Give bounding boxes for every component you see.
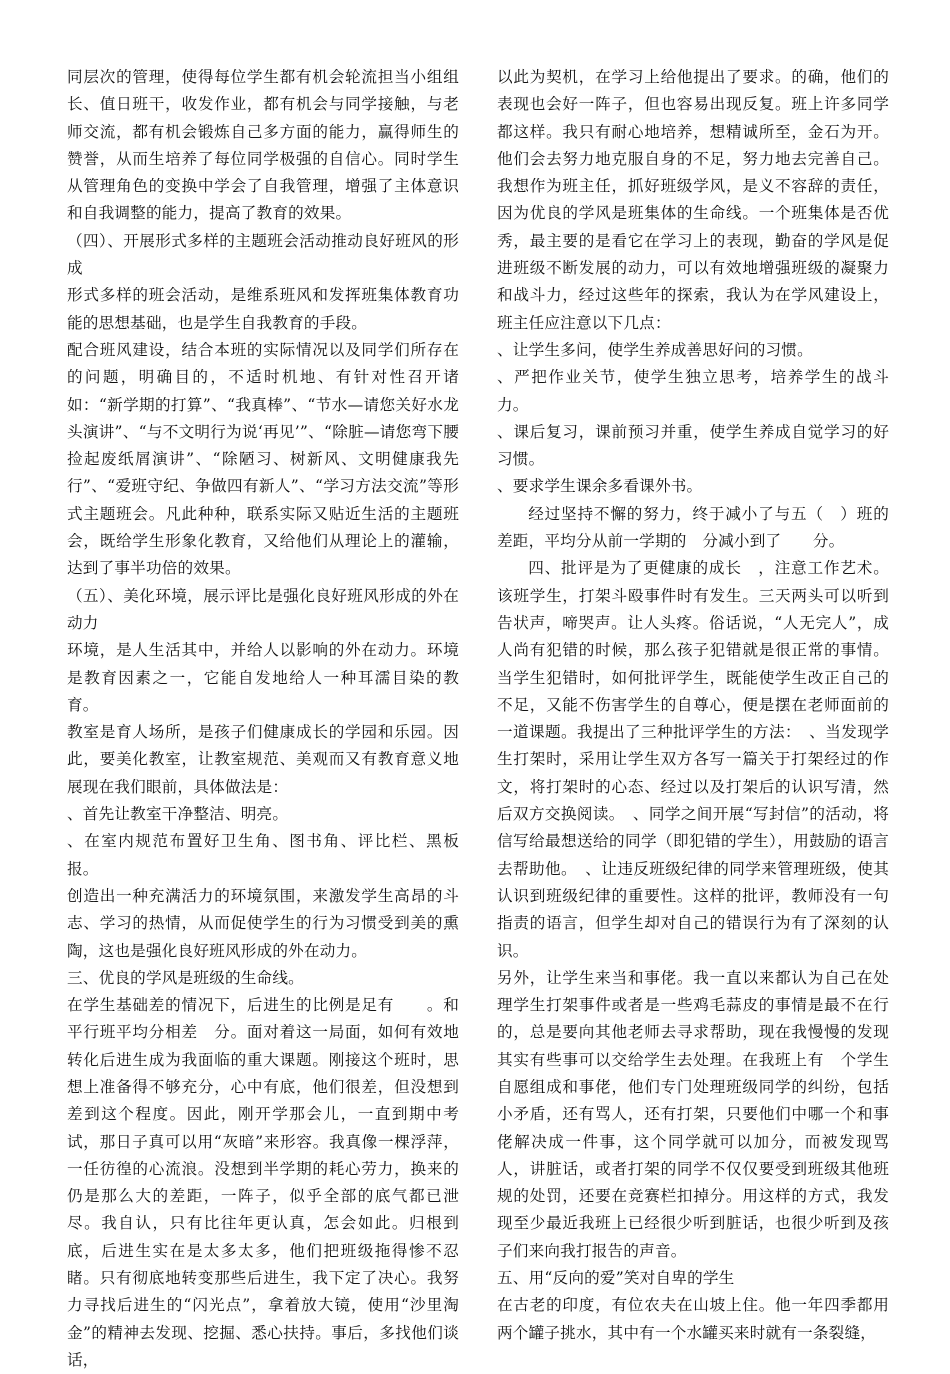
section-heading: （五）、美化环境，展示评比是强化良好班风形成的外在动力 <box>67 586 459 632</box>
section-heading: 五、用“反向的爱”笑对自卑的学生 <box>497 1269 735 1288</box>
paragraph: 在古老的印度，有位农夫在山坡上住。他一年四季都用两个罐子挑水，其中有一个水罐买来时就有一条裂缝， <box>497 1296 889 1342</box>
paragraph: 教室是育人场所，是孩子们健康成长的学园和乐园。因此，要美化教室，让教室规范、美观而又有教育意义地展现在我们眼前，具体做法是： <box>67 723 459 796</box>
left-column <box>67 64 459 1374</box>
list-item: 、在室内规范布置好卫生角、图书角、评比栏、黑板报。 <box>67 832 459 878</box>
paragraph: 创造出一种充满活力的环境氛围，来激发学生高昂的斗志、学习的热情，从而促使学生的行为习惯受到美的熏陶，这也是强化良好班风形成的外在动力。 <box>67 886 459 960</box>
section-heading: （四）、开展形式多样的主题班会活动推动良好班风的形成 <box>67 231 459 278</box>
paragraph: 环境，是人生活其中，并给人以影响的外在动力。环境是教育因素之一，它能自发地给人一种耳濡目染的教育。 <box>67 641 459 714</box>
paragraph: 在学生基础差的情况下，后进生的比例是足有 。和平行班平均分相差 分。面对着这一局面，如何有效地转化后进生成为我面临的重大课题。刚接这个班时，思想上准备得不够充分，心中有底，他们很差，但没想到差到这个程度。因此，刚开学那会儿，一直到期中考试，那日子真可以用“灰暗”来形容。我真像一棵浮萍，一任彷徨的心流浪。没想到半学期的耗心劳力，换来的仍是那么大的差距，一阵子，似乎全部的底气都已泄尽。我自认，只有比往年更认真，怎会如此。归根到底，后进生实在是太多太多，他们把班级拖得惨不忍睹。只有彻底地转变那些后进生，我下定了决心。我努力寻找后进生的“闪光点”，拿着放大镜，使用“沙里淘金”的精神去发现、挖掘、悉心扶持。事后，多找他们谈话， <box>67 996 459 1369</box>
paragraph: 同层次的管理，使得每位学生都有机会轮流担当小组组长、值日班干，收发作业，都有机会与同学接触，与老师交流，都有机会锻炼自己多方面的能力，赢得师生的赞誉，从而生培养了每位同学极强的自信心。同时学生从管理角色的变换中学会了自我管理，增强了主体意识和自我调整的能力，提高了教育的效果。 <box>67 68 459 223</box>
list-item: 、课后复习，课前预习并重，使学生养成自觉学习的好习惯。 <box>497 422 889 469</box>
paragraph: 以此为契机，在学习上给他提出了要求。的确，他们的表现也会好一阵子，但也容易出现反复。班上许多同学都这样。我只有耐心地培养，想精诚所至，金石为开。他们会去努力地克服自身的不足，努力地去完善自己。我想作为班主任，抓好班级学风，是义不容辞的责任，因为优良的学风是班集体的生命线。一个班集体是否优秀，最主要的是看它在学习上的表现，勤奋的学风是促进班级不断发展的动力，可以有效地增强班级的凝聚力和战斗力，经过这些年的探索，我认为在学风建设上，班主任应注意以下几点： <box>497 68 889 332</box>
paragraph: 形式多样的班会活动，是维系班风和发挥班集体教育功能的思想基础，也是学生自我教育的手段。 <box>67 286 459 332</box>
section-heading: 三、优良的学风是班级的生命线。 <box>67 968 304 987</box>
right-column <box>497 64 889 1347</box>
list-item: 、要求学生课余多看课外书。 <box>497 477 703 496</box>
paragraph: 经过坚持不懈的努力，终于减小了与五（ ）班的差距，平均分从前一学期的 分减小到了 分。 <box>497 504 889 551</box>
section-paragraph: 四、批评是为了更健康的成长 ，注意工作艺术。该班学生，打架斗殴事件时有发生。三天两头可以听到告状声，啼哭声。让人头疼。俗话说，“人无完人”，成人尚有犯错的时候，那么孩子犯错就是很正常的事情。当学生犯错时，如何批评学生，既能使学生改正自己的不足，又能不伤害学生的自尊心，便是摆在老师面前的一道课题。我提出了三种批评学生的方法： 、当发现学生打架时，采用让学生双方各写一篇关于打架经过的作文，将打架时的心态、经过以及打架后的认识写清，然后双方交换阅读。 、同学之间开展“写封信”的活动，将信写给最想送给的同学（即犯错的学生），用鼓励的语言去帮助他。 、让违反班级纪律的同学来管理班级，使其认识到班级纪律的重要性。这样的批评，教师没有一句指责的语言，但学生却对自己的错误行为有了深刻的认识。 <box>497 559 889 960</box>
list-item: 、严把作业关节，使学生独立思考，培养学生的战斗力。 <box>497 368 889 414</box>
list-item: 、让学生多问，使学生养成善思好问的习惯。 <box>497 340 813 359</box>
list-item: 、首先让教室干净整洁、明亮。 <box>67 805 289 824</box>
paragraph: 配合班风建设，结合本班的实际情况以及同学们所存在的问题，明确目的，不适时机地、有针对性召开诸如：“新学期的打算”、“我真棒”、“节水—请您关好水龙头演讲”、“与不文明行为说‘再见’”、“除脏—请您弯下腰捡起废纸屑演讲”、“除陋习、树新风、文明健康我先行”、“爱班守纪、争做四有新人”、“学习方法交流”等形式主题班会。凡此种种，联系实际又贴近生活的主题班会，既给学生形象化教育，又给他们从理论上的灌输，达到了事半功倍的效果。 <box>67 340 459 578</box>
paragraph: 另外，让学生来当和事佬。我一直以来都认为自己在处理学生打架事件或者是一些鸡毛蒜皮的事情是最不在行的，总是要向其他老师去寻求帮助，现在我慢慢的发现其实有些事可以交给学生去处理。在我班上有 个学生自愿组成和事佬，他们专门处理班级同学的纠纷，包括小矛盾，还有骂人，还有打架，只要他们中哪一个和事佬解决成一件事，这个同学就可以加分，而被发现骂人，讲脏话，或者打架的同学不仅仅要受到班级其他班规的处罚，还要在竞赛栏扣掉分。用这样的方式，我发现至少最近我班上已经很少听到脏话，也很少听到及孩子们来向我打报告的声音。 <box>497 968 889 1260</box>
